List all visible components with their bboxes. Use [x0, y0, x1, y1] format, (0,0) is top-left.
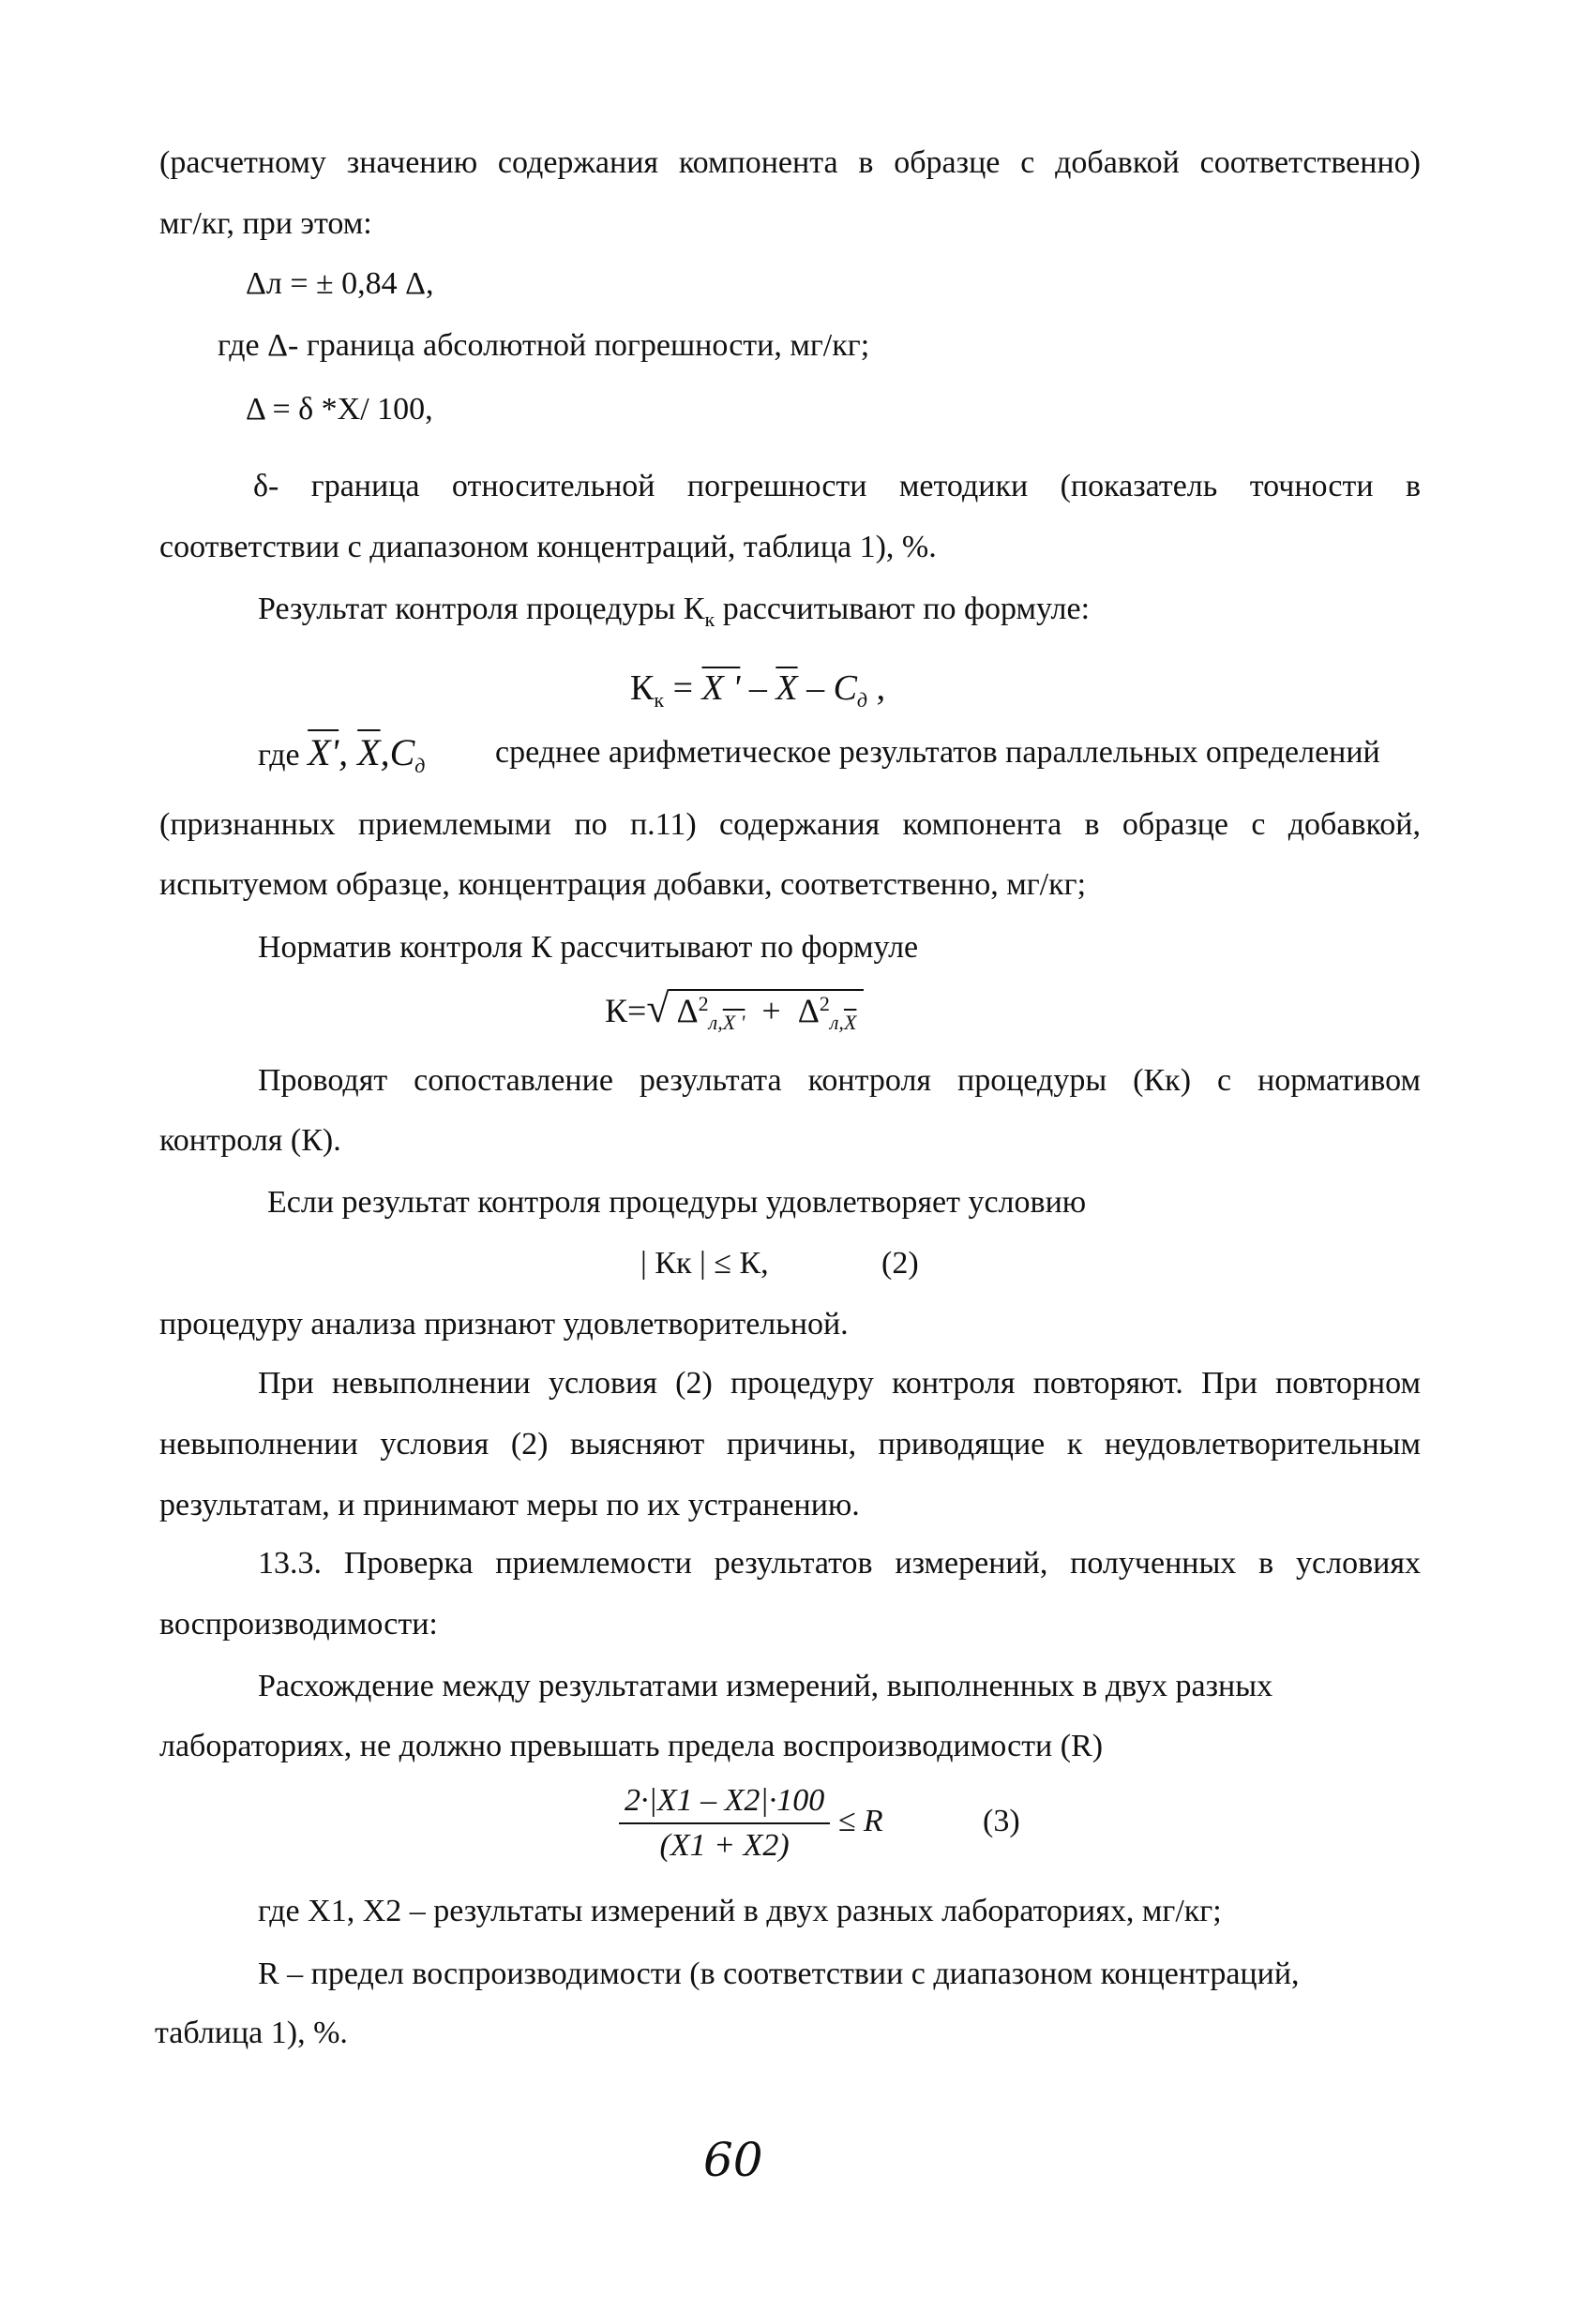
text-line [258, 733, 425, 778]
formula-reproducibility [619, 1781, 883, 1866]
text-line: мг/кг, при этом: [159, 206, 372, 241]
section-heading: 13.3. Проверка приемлемости результатов измерений, полученных в условиях [258, 1546, 1421, 1581]
text-fragment: где [258, 738, 300, 772]
formula-kk: $К_к = X$ ' – $\overline{X} - C_д$ , [630, 668, 886, 712]
text-line: Расхождение между результатами измерений, выполненных в двух разных [258, 1669, 1273, 1703]
text-line: где X1, X2 – результаты измерений в двух разных лабораториях, мг/кг; [258, 1894, 1222, 1928]
symbols: X', $\overline{X},C_д$ [308, 731, 426, 777]
text-line: δ- граница относительной погрешности методики (показатель точности в [253, 469, 1421, 503]
page-number: 60 [703, 2133, 763, 2187]
equation-number: (2) [881, 1246, 919, 1281]
formula-delta: Δ = δ *X/ 100, [246, 392, 433, 427]
equation-number: (3) [983, 1804, 1020, 1838]
text-line: невыполнении условия (2) выясняют причины, приводящие к неудовлетворительным [159, 1427, 1421, 1462]
text-line: воспроизводимости: [159, 1607, 438, 1642]
text-line: соответствии с диапазоном концентраций, таблица 1), %. [159, 530, 937, 564]
text-line: При невыполнении условия (2) процедуру контроля повторяют. При повторном [258, 1366, 1421, 1401]
text-line: лабораториях, не должно превышать предела воспроизводимости (R) [159, 1729, 1104, 1763]
formula-delta-l: Δл = ± 0,84 Δ, [246, 266, 434, 301]
fraction-denominator: (X1 + X2) [659, 1828, 790, 1863]
text-line: где Δ- граница абсолютной погрешности, мг/кг; [218, 328, 870, 363]
text-line: Проводят сопоставление результата контроля процедуры (Кк) с нормативом [258, 1063, 1421, 1098]
text-line: испытуемом образце, концентрация добавки, соответственно, мг/кг; [159, 867, 1087, 902]
formula-rhs: ≤ R [837, 1803, 883, 1838]
text-fragment: рассчитывают по формуле: [715, 592, 1091, 626]
text-line: Норматив контроля К рассчитывают по формуле [258, 930, 919, 965]
formula-k: К=√ $\Delta^2_{л,X '} + \Delta^2_{л,\overline{X}}$ [605, 989, 864, 1035]
text-line: Если результат контроля процедуры удовлетворяет условию [267, 1185, 1087, 1220]
text-line: (расчетному значению содержания компонента в образце с добавкой соответственно) [159, 145, 1421, 180]
text-line [258, 590, 1090, 632]
text-line: (признанных приемлемыми по п.11) содержания компонента в образце с добавкой, [159, 807, 1421, 842]
subscript: к [704, 607, 715, 631]
text-fragment: Результат контроля процедуры К [258, 592, 705, 626]
formula-condition: | Кк | ≤ К, [640, 1246, 769, 1281]
text-line: среднее арифметическое результатов параллельных определений [495, 735, 1380, 770]
text-line: R – предел воспроизводимости (в соответствии с диапазоном концентраций, [258, 1957, 1300, 1991]
text-line: результатам, и принимают меры по их устранению. [159, 1488, 860, 1522]
text-line: процедуру анализа признают удовлетворительной. [159, 1307, 849, 1342]
text-line: таблица 1), %. [155, 2016, 348, 2050]
fraction-numerator: 2·|X1 – X2|·100 [619, 1781, 830, 1824]
text-line: контроля (К). [159, 1123, 341, 1158]
